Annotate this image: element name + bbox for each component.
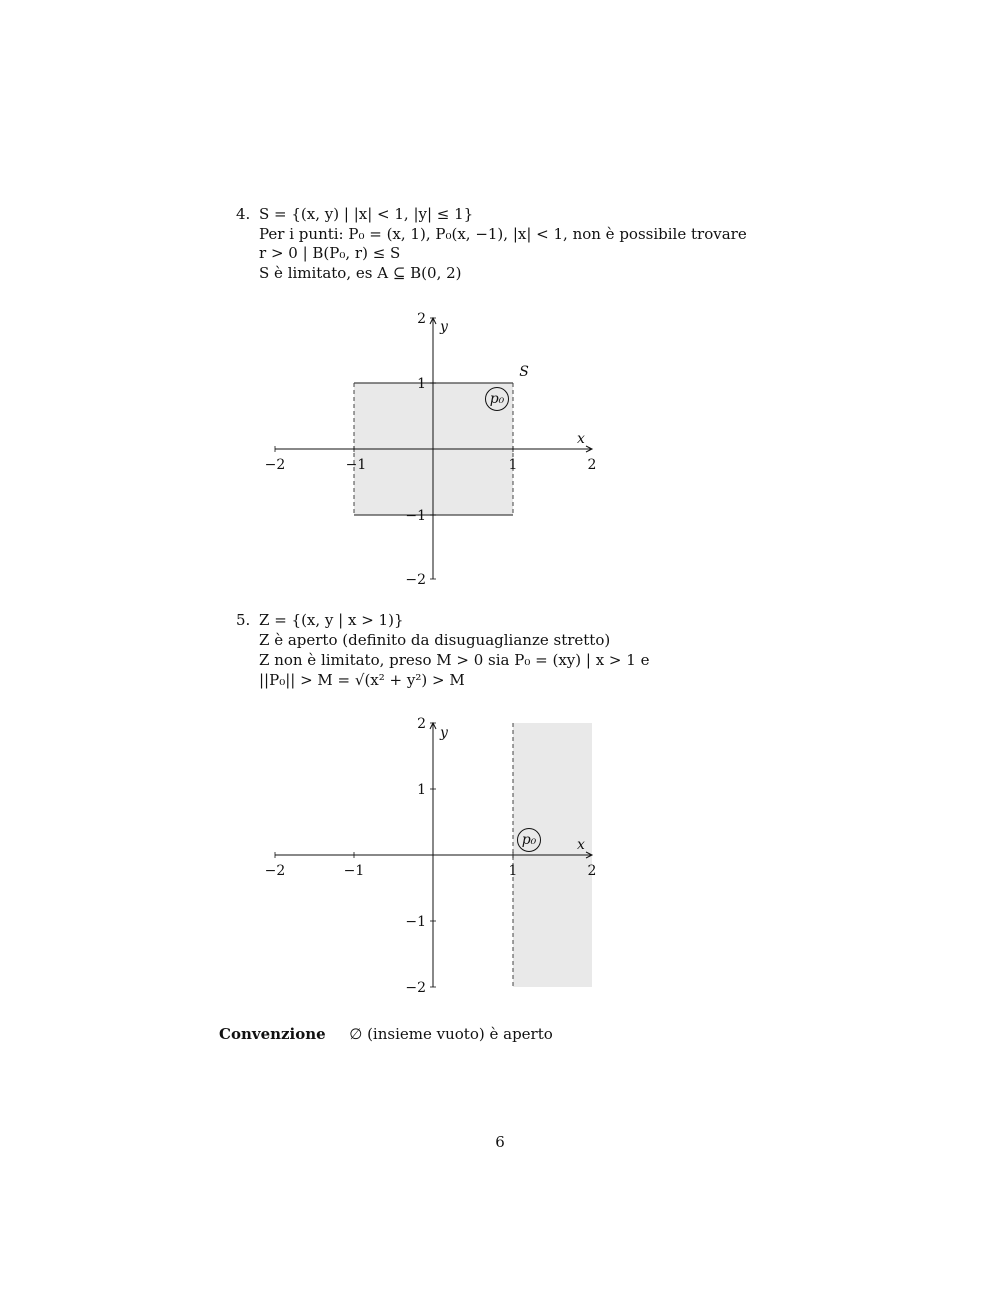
x-tick-label: −2 <box>264 863 286 879</box>
item4-line-3: r > 0 | B(P₀, r) ≤ S <box>259 244 401 262</box>
convention-paragraph <box>219 1025 553 1043</box>
y-tick-label: −2 <box>405 572 426 588</box>
item-number: 4. <box>236 205 251 223</box>
item-number: 5. <box>236 611 251 629</box>
y-axis-label: y <box>440 725 448 741</box>
region-label: S <box>519 364 529 380</box>
item5-line-1: Z = {(x, y | x > 1)} <box>259 611 404 629</box>
item5-line-2: Z è aperto (definito da disuguaglianze stretto) <box>259 631 611 649</box>
y-tick-label: −1 <box>405 914 426 930</box>
point-p0-label: p₀ <box>521 832 537 848</box>
point-p0-label: p₀ <box>489 391 505 407</box>
item4-line-2: Per i punti: P₀ = (x, 1), P₀(x, −1), |x| < 1, non è possibile trovare <box>259 225 747 243</box>
y-tick-label: 2 <box>417 311 426 327</box>
y-axis-label: y <box>440 319 448 335</box>
convention-text: ∅ (insieme vuoto) è aperto <box>349 1025 553 1043</box>
y-tick-label: −2 <box>405 980 426 996</box>
x-tick-label: −2 <box>264 457 286 473</box>
item5-line-4: ||P₀|| > M = √(x² + y²) > M <box>259 671 465 689</box>
y-tick-label: −1 <box>405 508 426 524</box>
item4-line-4: S è limitato, es A ⊆ B(0, 2) <box>259 264 462 282</box>
item5-line-3: Z non è limitato, preso M > 0 sia P₀ = (xy) | x > 1 e <box>259 651 650 669</box>
y-tick-label: 1 <box>417 782 426 798</box>
y-tick-label: 2 <box>417 716 426 732</box>
x-tick-label: 1 <box>508 457 518 473</box>
x-tick-label: 2 <box>587 457 597 473</box>
x-axis-label: x <box>577 837 585 853</box>
x-tick-label: −1 <box>343 863 365 879</box>
page-number: 6 <box>495 1133 505 1151</box>
x-tick-label: 1 <box>508 863 518 879</box>
x-axis-label: x <box>577 431 585 447</box>
x-tick-label: −1 <box>345 457 367 473</box>
item4-line-1: S = {(x, y) | |x| < 1, |y| ≤ 1} <box>259 205 474 223</box>
x-tick-label: 2 <box>587 863 597 879</box>
convention-title: Convenzione <box>219 1025 326 1043</box>
y-tick-label: 1 <box>417 376 426 392</box>
